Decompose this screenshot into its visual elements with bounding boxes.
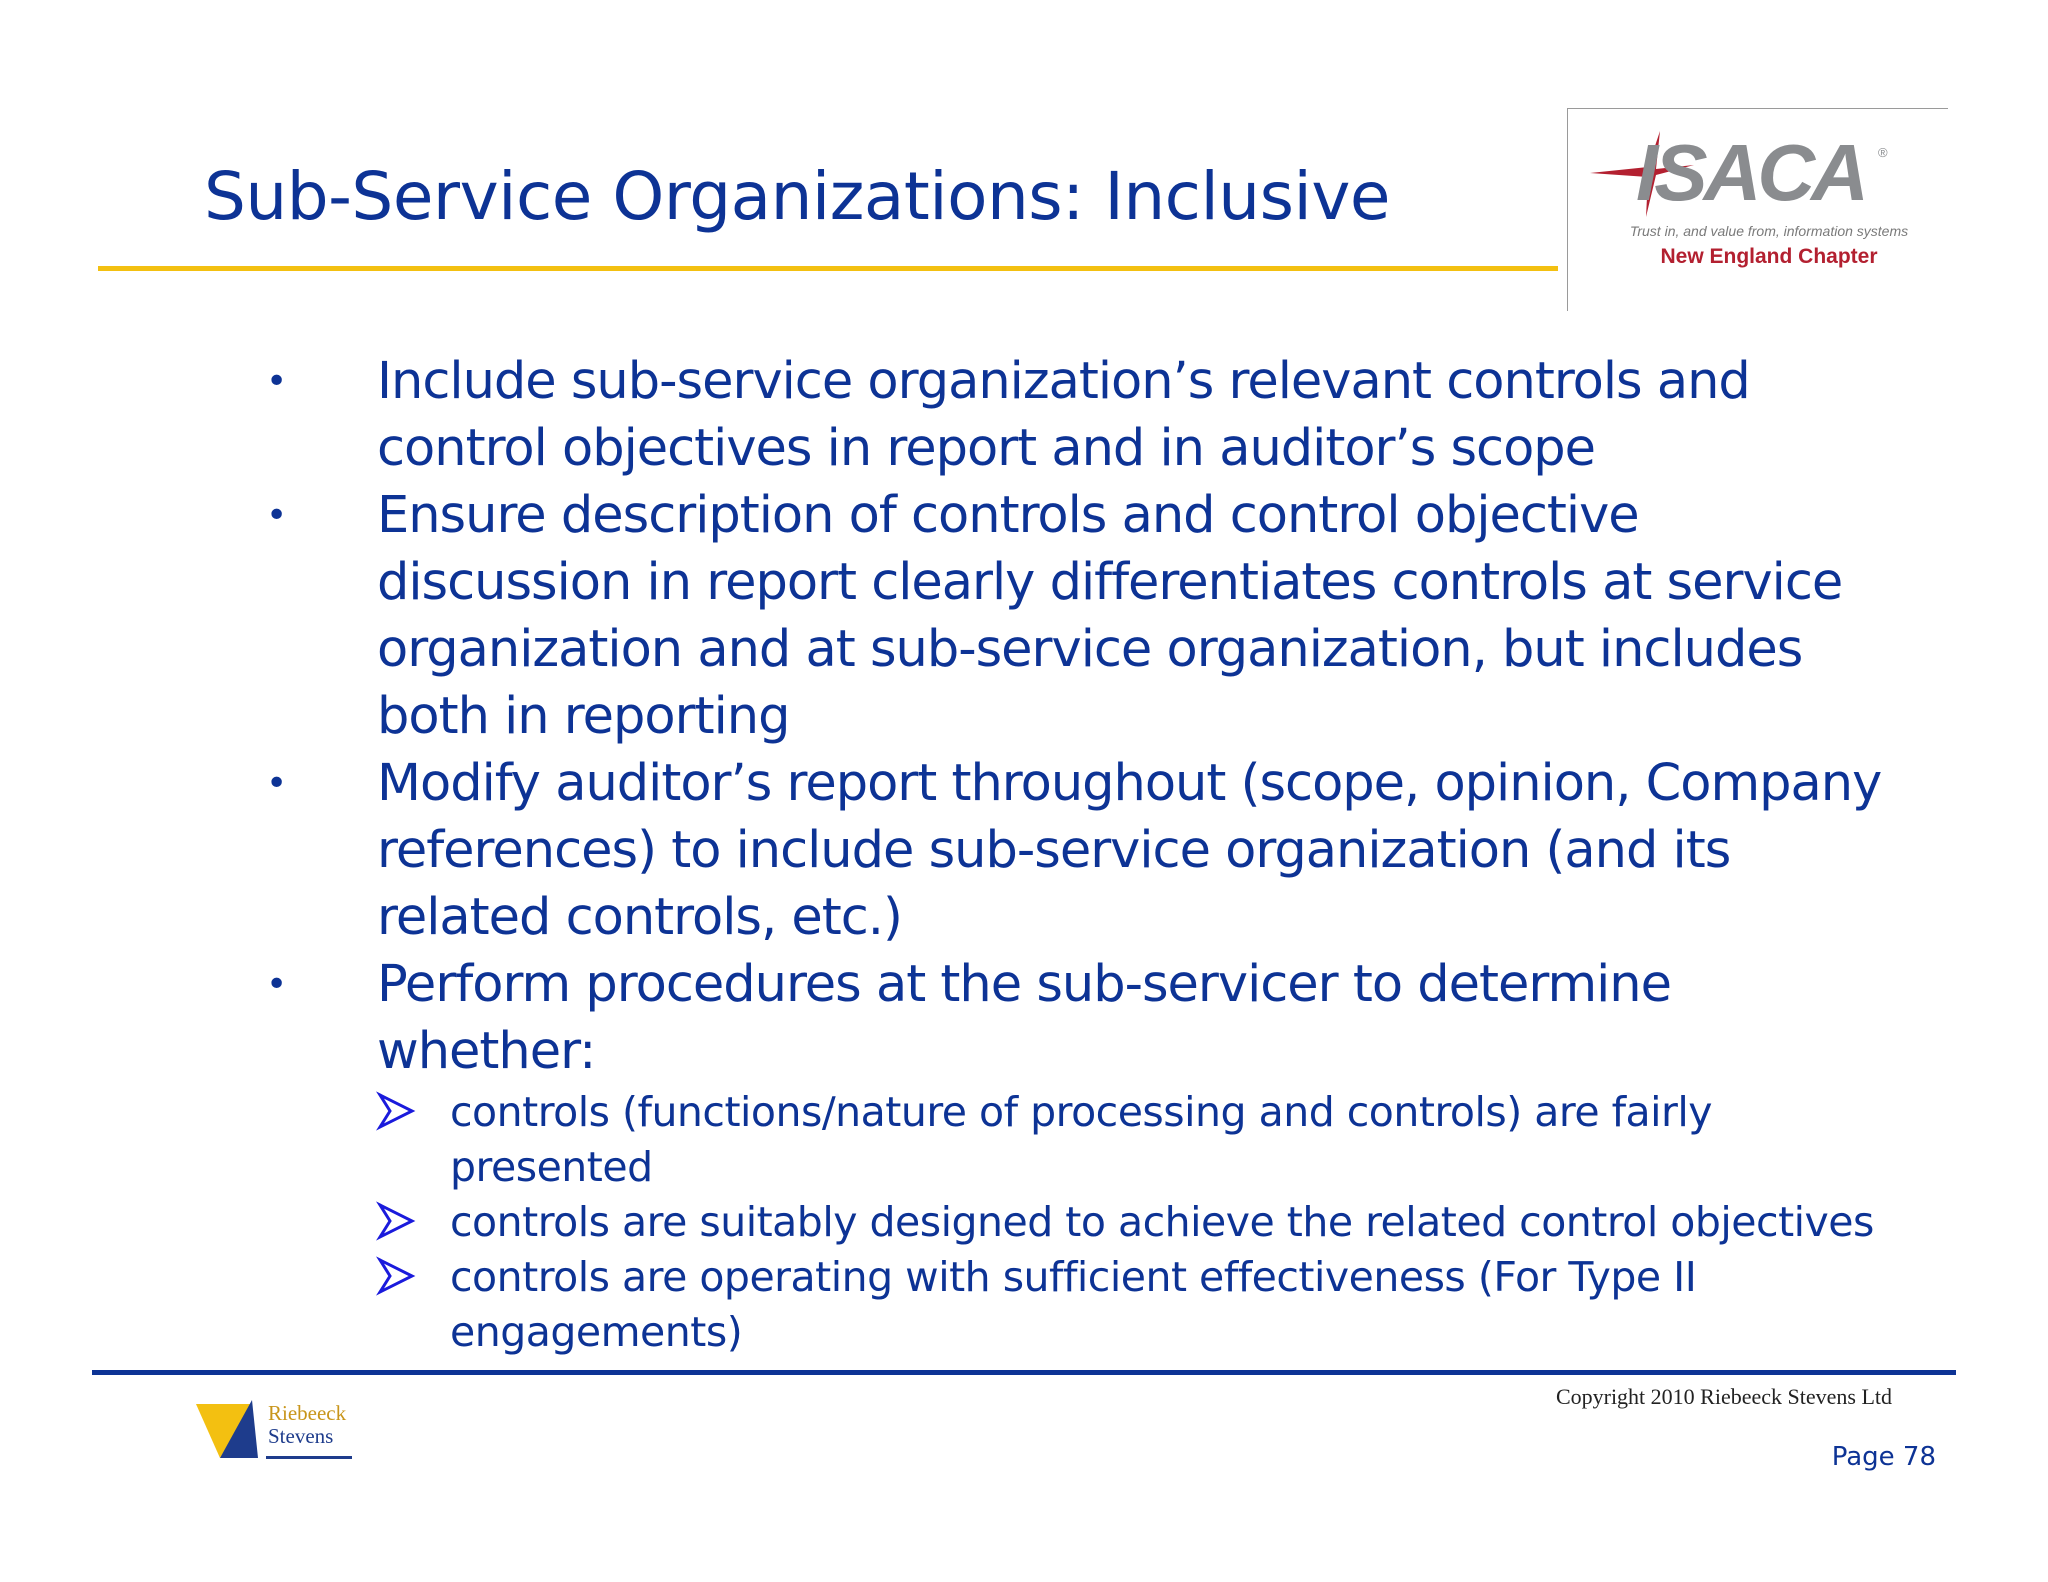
- bullet-item: [0, 951, 2048, 1085]
- bullet-line: Perform procedures at the sub-servicer to determine: [377, 955, 1672, 1014]
- company-name-line2: Stevens: [268, 1424, 334, 1448]
- company-underline: [266, 1456, 352, 1459]
- bullet-line: Ensure description of controls and control objective: [377, 486, 1639, 545]
- bullet-line: both in reporting: [377, 687, 790, 746]
- sub-bullet-line: engagements): [450, 1308, 743, 1356]
- slide-title: Sub-Service Organizations: Inclusive: [204, 158, 1391, 235]
- sub-bullet-line: controls (functions/nature of processing and controls) are fairly: [450, 1088, 1713, 1136]
- sub-bullet-item: [0, 1085, 2048, 1195]
- bullet-item: [0, 348, 2048, 482]
- arrow-bullet-icon: [376, 1256, 416, 1296]
- bullet-line: related controls, etc.): [377, 888, 902, 947]
- bullet-line: organization and at sub-service organization, but includes: [377, 620, 1803, 679]
- bullet-line: control objectives in report and in auditor’s scope: [377, 419, 1596, 478]
- isaca-tagline: Trust in, and value from, information systems: [1629, 223, 1909, 239]
- sub-bullet-line: presented: [450, 1143, 653, 1191]
- bullet-line: Include sub-service organization’s relevant controls and: [377, 352, 1750, 411]
- arrow-bullet-icon: [376, 1201, 416, 1241]
- title-underline: [98, 266, 1558, 271]
- riebeeck-stevens-logo-icon: [196, 1398, 266, 1460]
- copyright-text: Copyright 2010 Riebeeck Stevens Ltd: [1555, 1384, 1892, 1409]
- footer-divider: [92, 1370, 1956, 1375]
- bullet-dot-icon: •: [266, 495, 287, 536]
- bullet-line: Modify auditor’s report throughout (scope, opinion, Company: [377, 754, 1882, 813]
- bullet-line: discussion in report clearly differentiates controls at service: [377, 553, 1843, 612]
- company-name-line1: Riebeeck: [268, 1401, 347, 1425]
- sub-bullet-item: [0, 1195, 2048, 1250]
- slide-body: [0, 348, 2048, 1360]
- company-name: [268, 1402, 346, 1448]
- registered-mark-icon: ®: [1878, 145, 1888, 160]
- isaca-chapter: New England Chapter: [1660, 245, 1878, 268]
- bullet-line: whether:: [377, 1022, 596, 1081]
- bullet-dot-icon: •: [266, 964, 287, 1005]
- sub-bullet-line: controls are suitably designed to achieve the related control objectives: [450, 1198, 1874, 1246]
- bullet-dot-icon: •: [266, 763, 287, 804]
- isaca-wordmark: ISACA: [1636, 128, 1865, 217]
- bullet-item: [0, 482, 2048, 750]
- arrow-bullet-icon: [376, 1091, 416, 1131]
- sub-bullet-item: [0, 1250, 2048, 1360]
- isaca-logo: [1567, 108, 1948, 311]
- bullet-item: [0, 750, 2048, 951]
- bullet-line: references) to include sub-service organization (and its: [377, 821, 1731, 880]
- page-number: Page 78: [1831, 1442, 1936, 1472]
- sub-bullet-line: controls are operating with sufficient effectiveness (For Type II: [450, 1253, 1697, 1301]
- bullet-dot-icon: •: [266, 361, 287, 402]
